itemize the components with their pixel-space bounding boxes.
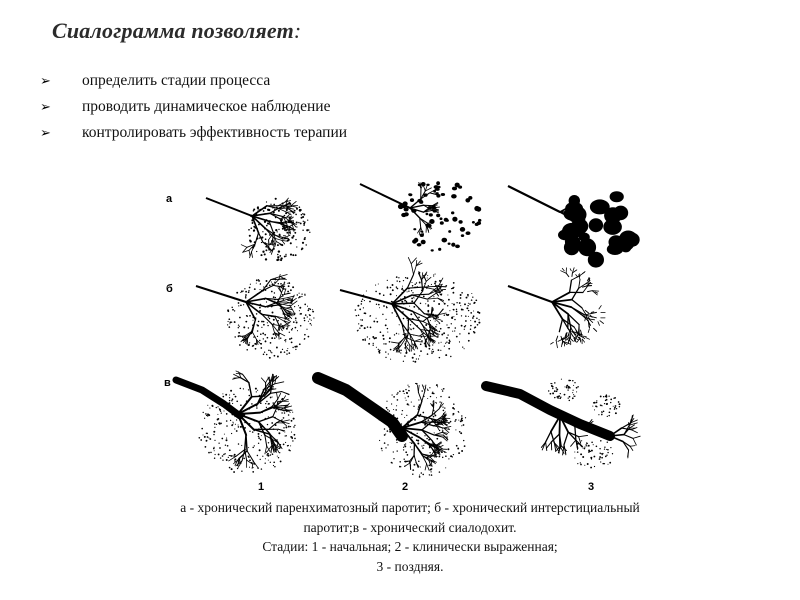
row-label-b: б (166, 283, 173, 295)
arrow-bullet-icon: ➢ (40, 73, 51, 89)
column-label-3: 3 (588, 481, 595, 493)
sialogram-b2 (340, 257, 480, 362)
row-label-a: а (166, 193, 173, 205)
bullet-text: контролировать эффективность терапии (82, 124, 348, 141)
sialogram-a2 (360, 181, 481, 251)
arrow-bullet-icon: ➢ (40, 99, 51, 115)
sialogram-a3 (508, 186, 640, 268)
bullet-item (40, 94, 347, 120)
caption-line: а - хронический паренхиматозный паротит; б - хронический интерстициальный (180, 500, 640, 515)
row-label-v: в (164, 377, 171, 389)
bullet-text: проводить динамическое наблюдение (82, 98, 331, 115)
page-title (52, 18, 301, 44)
sialogram-a1 (206, 198, 311, 261)
sialogram-figure (140, 168, 660, 498)
arrow-bullet-icon: ➢ (40, 125, 51, 141)
caption-line: Стадии: 1 - начальная; 2 - клинически выраженная; (262, 539, 558, 554)
sialogram-v2 (318, 378, 466, 478)
title-text: Сиалограмма позволяет (52, 18, 294, 43)
bullet-list (40, 68, 347, 146)
bullet-text: определить стадии процесса (82, 72, 271, 89)
sialogram-b3 (508, 268, 605, 348)
caption-line: 3 - поздняя. (376, 558, 444, 574)
bullet-item (40, 120, 347, 146)
bullet-item (40, 68, 347, 94)
title-colon: : (293, 18, 302, 43)
sialogram-v1 (176, 371, 296, 473)
column-label-1: 1 (258, 481, 265, 493)
caption-line: паротит;в - хронический сиалодохит. (303, 519, 517, 535)
figure-caption (60, 498, 760, 576)
sialogram-v3 (486, 379, 640, 469)
sialogram-b1 (196, 274, 315, 358)
column-label-2: 2 (402, 481, 409, 493)
